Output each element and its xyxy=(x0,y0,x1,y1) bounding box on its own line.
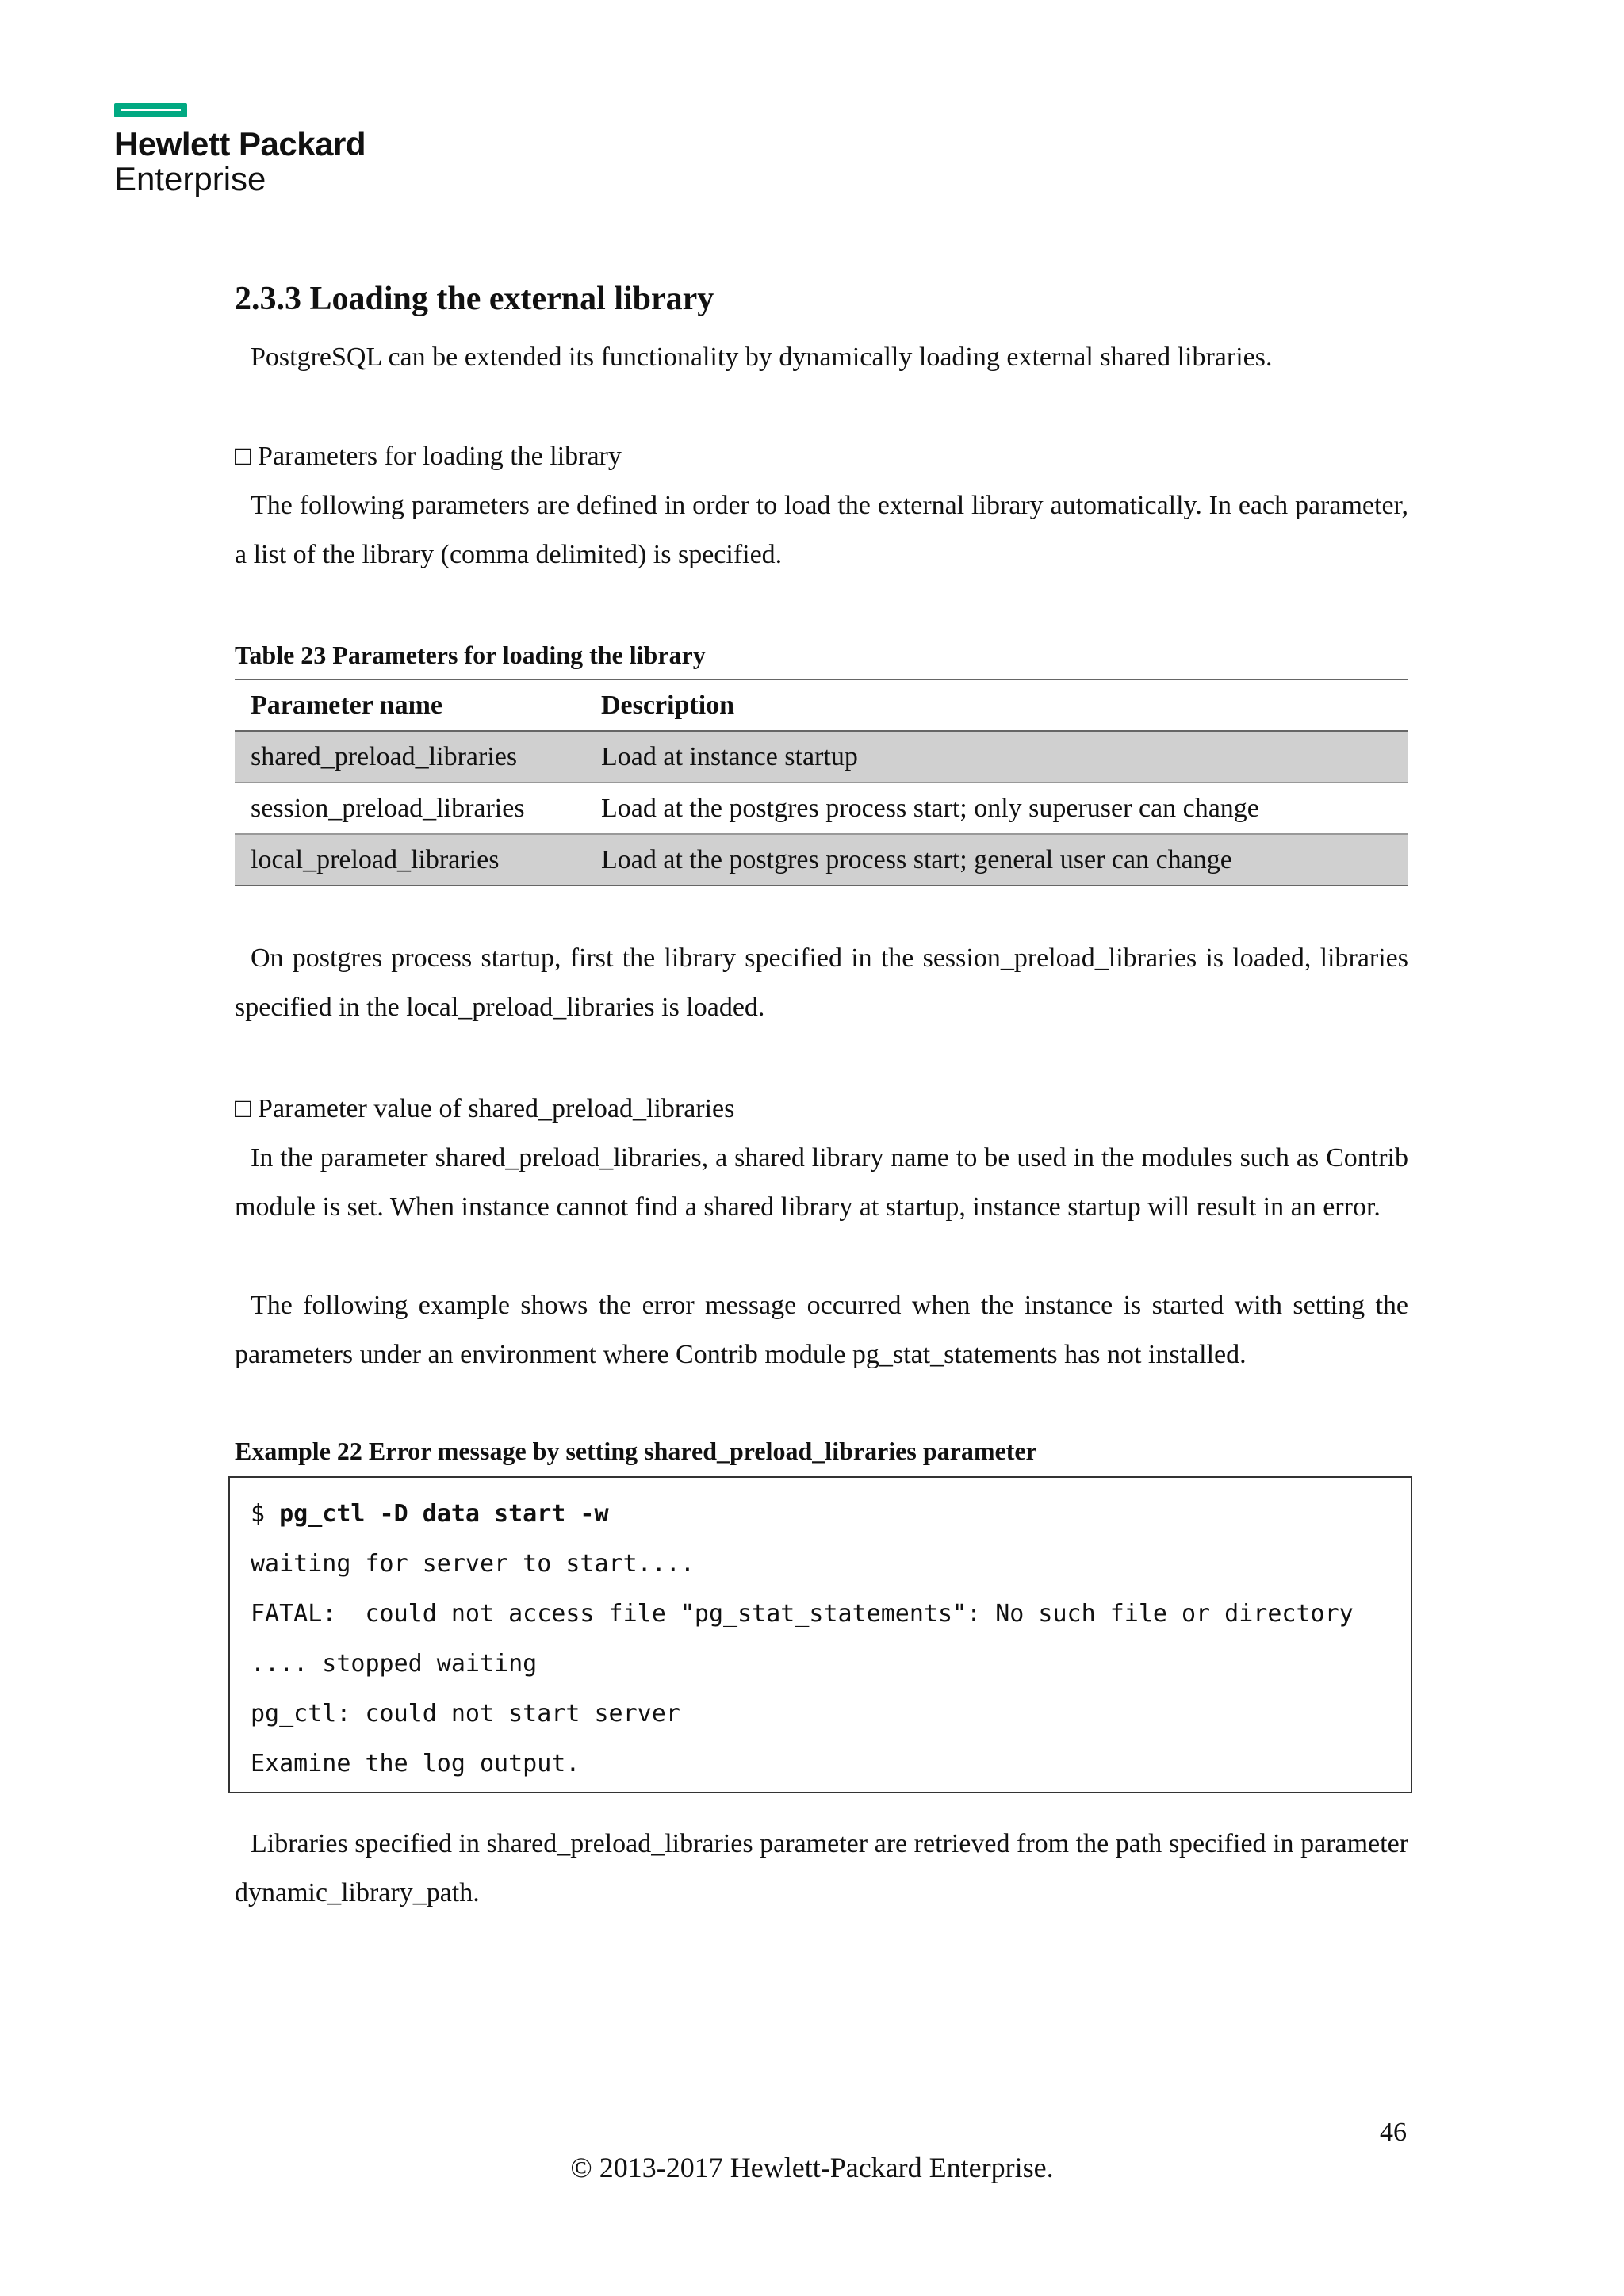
page-number: 46 xyxy=(1380,2118,1407,2147)
logo-text-line1: Hewlett Packard xyxy=(114,125,366,163)
params-paragraph: The following parameters are defined in order to load the external library automatically. In each parameter, a list of the library (comma delimited) is specified. xyxy=(235,491,1408,569)
code-line: waiting for server to start.... xyxy=(251,1550,695,1578)
table-row xyxy=(235,783,1408,834)
table-cell: local_preload_libraries xyxy=(235,834,585,886)
after-table-paragraph: On postgres process startup, first the library specified in the session_preload_libraries is loaded, libraries specified in the local_preload_libraries is loaded. xyxy=(235,943,1408,1022)
params-heading: □ Parameters for loading the library xyxy=(235,442,622,471)
closing-paragraph: Libraries specified in shared_preload_libraries parameter are retrieved from the path specified in parameter dynamic_library_path. xyxy=(235,1829,1408,1908)
table-header-row xyxy=(235,679,1408,731)
code-line-command xyxy=(251,1489,1390,1539)
intro-paragraph: PostgreSQL can be extended its functionality by dynamically loading external shared libraries. xyxy=(251,342,1273,372)
table-row xyxy=(235,834,1408,886)
table-header-cell: Description xyxy=(585,679,1408,731)
parameters-table xyxy=(235,679,1408,886)
table-cell: Load at the postgres process start; general user can change xyxy=(585,834,1408,886)
table-cell: Load at the postgres process start; only superuser can change xyxy=(585,783,1408,834)
code-prompt: $ xyxy=(251,1500,280,1528)
code-line: FATAL: could not access file "pg_stat_statements": No such file or directory xyxy=(251,1600,1354,1628)
code-command: pg_ctl -D data start -w xyxy=(279,1500,609,1528)
value-paragraph-2: The following example shows the error message occurred when the instance is started with setting the parameters under an environment where Contrib module pg_stat_statements has not installed. xyxy=(235,1291,1408,1369)
value-paragraph-1: In the parameter shared_preload_libraries, a shared library name to be used in the modules such as Contrib module is set. When instance cannot find a shared library at startup, instance startup will result in an error. xyxy=(235,1143,1408,1222)
logo-text-line2: Enterprise xyxy=(114,160,266,197)
example-caption: Example 22 Error message by setting shared_preload_libraries parameter xyxy=(235,1437,1037,1465)
table-cell: shared_preload_libraries xyxy=(235,731,585,783)
hpe-logo xyxy=(114,103,366,197)
code-line: pg_ctl: could not start server xyxy=(251,1700,680,1728)
table-row xyxy=(235,731,1408,783)
table-caption: Table 23 Parameters for loading the library xyxy=(235,641,706,669)
code-example-box xyxy=(228,1476,1412,1793)
table-cell: session_preload_libraries xyxy=(235,783,585,834)
value-heading: □ Parameter value of shared_preload_libraries xyxy=(235,1094,735,1123)
table-cell: Load at instance startup xyxy=(585,731,1408,783)
copyright-footer: © 2013-2017 Hewlett-Packard Enterprise. xyxy=(570,2152,1054,2183)
section-title: 2.3.3 Loading the external library xyxy=(235,281,714,317)
hpe-logo-mark xyxy=(114,103,187,117)
code-line: .... stopped waiting xyxy=(251,1650,538,1678)
code-line: Examine the log output. xyxy=(251,1750,580,1777)
table-header-cell: Parameter name xyxy=(235,679,585,731)
